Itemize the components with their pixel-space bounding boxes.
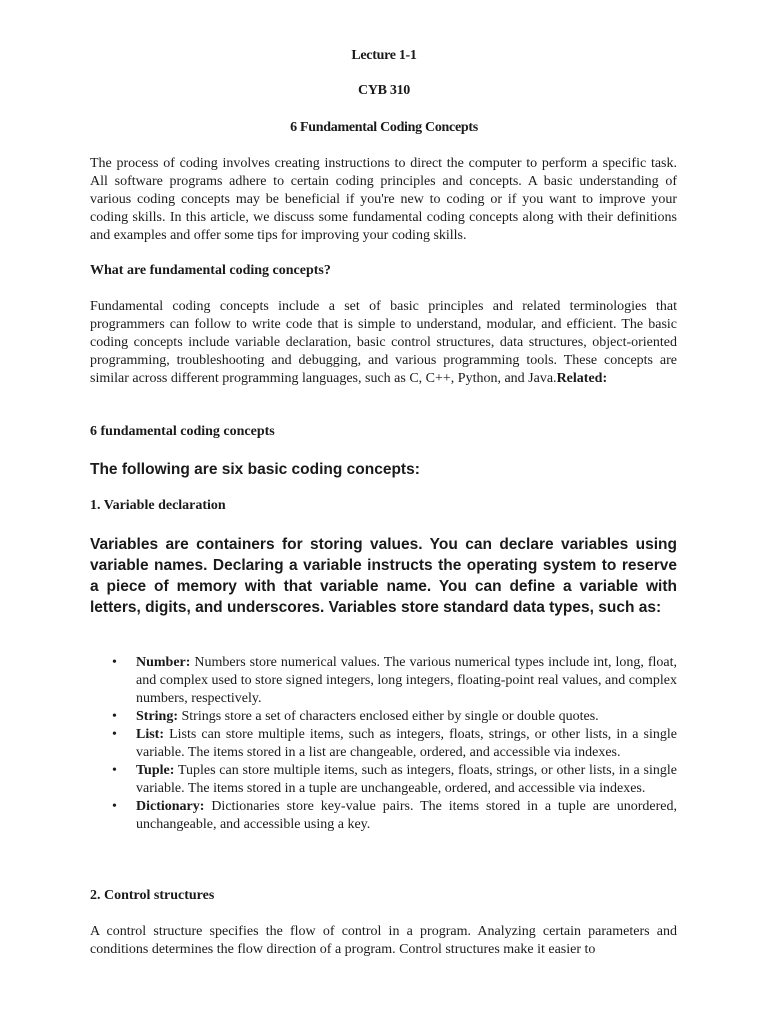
what-heading: What are fundamental coding concepts? <box>90 263 331 278</box>
list-item-number <box>90 654 677 708</box>
desc-string: Strings store a set of characters enclosed either by single or double quotes. <box>178 709 599 724</box>
list-item-string <box>90 708 677 726</box>
list-item-tuple <box>90 762 677 798</box>
section-1-body: Variables are containers for storing values. You can declare variables using variable names. Declaring a variable instructs the operating system to reserve a piece of memory with that variable name. You can define a variable with letters, digits, and underscores. Variables store standard data types, such as: <box>90 536 677 616</box>
desc-number: Numbers store numerical values. The various numerical types include int, long, float, and complex used to store signed integers, long integers, floating-point real values, and complex numbers, respectively. <box>136 655 677 706</box>
what-paragraph <box>90 298 677 388</box>
bullet-icon: • <box>112 655 117 670</box>
section-2-heading: 2. Control structures <box>90 888 215 903</box>
term-string: String: <box>136 709 178 724</box>
desc-dictionary: Dictionaries store key-value pairs. The items stored in a tuple are unordered, unchangeable, and accessible using a key. <box>136 799 677 832</box>
term-tuple: Tuple: <box>136 763 175 778</box>
data-types-list <box>90 654 677 834</box>
intro-paragraph: The process of coding involves creating instructions to direct the computer to perform a specific task. All software programs adhere to certain coding principles and concepts. A basic understanding of various coding concepts may be beneficial if you're new to coding or if you want to improve your coding skills. In this article, we discuss some fundamental coding concepts along with their definitions and examples and offer some tips for improving your coding skills. <box>90 156 677 243</box>
term-dictionary: Dictionary: <box>136 799 205 814</box>
list-item-dictionary <box>90 798 677 834</box>
bullet-icon: • <box>112 727 117 742</box>
term-number: Number: <box>136 655 191 670</box>
course-code: CYB 310 <box>358 83 410 98</box>
related-label: Related: <box>556 371 608 386</box>
bullet-icon: • <box>112 709 117 724</box>
section-2-body: A control structure specifies the flow of control in a program. Analyzing certain parameters and conditions determines the flow direction of a program. Control structures make it easier to <box>90 924 677 957</box>
lecture-label: Lecture 1-1 <box>351 48 417 63</box>
page-title: 6 Fundamental Coding Concepts <box>290 120 478 135</box>
desc-list: Lists can store multiple items, such as integers, floats, strings, or other lists, in a single variable. The items stored in a list are changeable, ordered, and accessible via indexes. <box>136 727 677 760</box>
six-concepts-heading: 6 fundamental coding concepts <box>90 424 275 439</box>
list-item-list <box>90 726 677 762</box>
six-concepts-intro: The following are six basic coding concepts: <box>90 461 420 478</box>
desc-tuple: Tuples can store multiple items, such as integers, floats, strings, or other lists, in a single variable. The items stored in a tuple are unchangeable, ordered, and accessible via indexes. <box>136 763 677 796</box>
bullet-icon: • <box>112 763 117 778</box>
term-list: List: <box>136 727 164 742</box>
what-body-text: Fundamental coding concepts include a set of basic principles and related terminologies that programmers can follow to write code that is simple to understand, modular, and efficient. The basic coding concepts include variable declaration, basic control structures, data structures, object-oriented programming, troubleshooting and debugging, and various programming tools. These concepts are similar across different programming languages, such as C, C++, Python, and Java. <box>90 299 677 386</box>
bullet-icon: • <box>112 799 117 814</box>
section-1-heading: 1. Variable declaration <box>90 498 226 513</box>
